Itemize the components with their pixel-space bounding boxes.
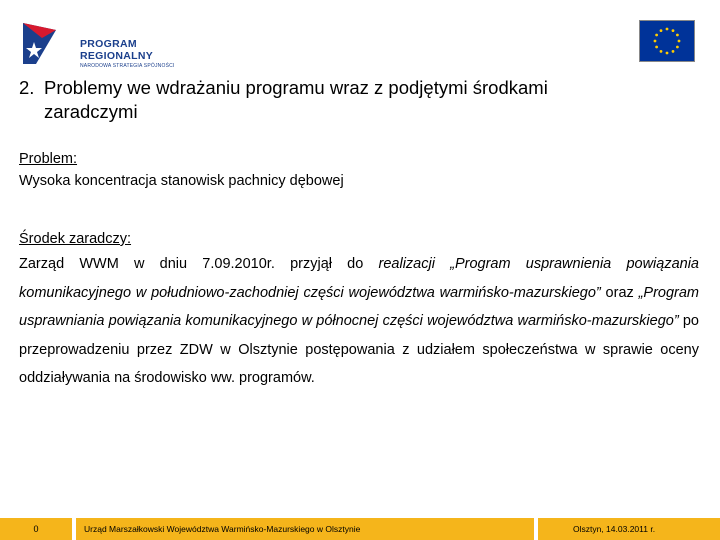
problem-heading: Problem: <box>19 151 78 167</box>
slide-number: 0 <box>0 518 72 540</box>
logo-subtitle: NARODOWA STRATEGIA SPÓJNOŚCI <box>80 63 175 69</box>
title-number: 2. <box>19 77 35 98</box>
page-title <box>19 76 709 124</box>
program-regionalny-logo <box>20 20 195 68</box>
footer-date: Olsztyn, 14.03.2011 r. <box>538 518 720 540</box>
problem-section <box>19 148 699 192</box>
remedy-text-part: po przeprowadzeniu przez ZDW w Olsztynie postępowania z udziałem społeczeństwa w sprawie oceny oddziaływania na środowisko ww. programów. <box>19 313 699 386</box>
footer <box>0 518 720 540</box>
title-line-1: Problemy we wdrażaniu programu wraz z podjętymi środkami <box>44 77 548 98</box>
remedy-text-part: oraz <box>600 284 639 301</box>
remedy-text-italic: realizacji „Program usprawnienia powiązania komunikacyjnego w południowo-zachodniej części województwa warmińsko-mazurskiego” <box>19 256 699 301</box>
remedy-text <box>19 250 699 393</box>
logo-title: PROGRAM REGIONALNY <box>80 38 154 62</box>
title-line-2: zaradczymi <box>44 101 138 122</box>
remedy-text-italic: „Program usprawniania powiązania komunikacyjnego w północnej części województwa warmińsko-mazurskiego” <box>19 284 700 329</box>
remedy-heading: Środek zaradczy: <box>19 231 132 247</box>
footer-office: Urząd Marszałkowski Województwa Warmińsko-Mazurskiego w Olsztynie <box>76 518 534 540</box>
eu-flag-icon <box>639 20 695 62</box>
remedy-section <box>19 228 699 393</box>
problem-text: Wysoka koncentracja stanowisk pachnicy dębowej <box>19 173 344 189</box>
remedy-text-part: Zarząd WWM w dniu 7.09.2010r. przyjął do <box>19 256 379 272</box>
logo-mark-icon <box>20 20 60 66</box>
